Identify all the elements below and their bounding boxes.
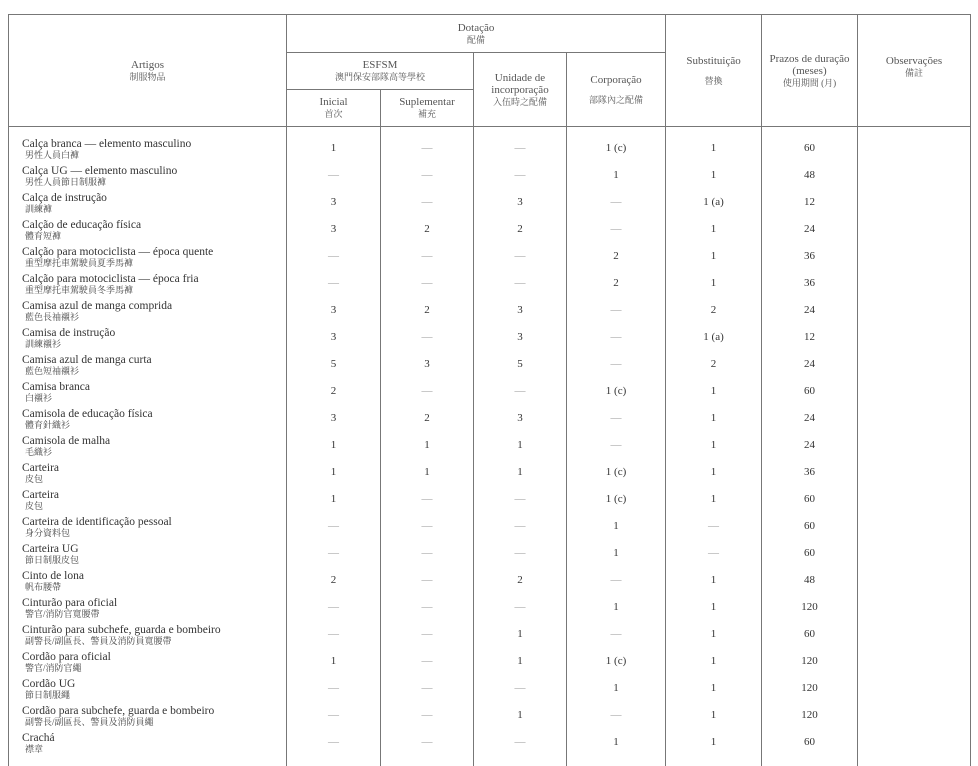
item-name-pt: Calça de instrução <box>22 192 107 204</box>
table-row <box>9 274 971 301</box>
table-row <box>9 733 971 766</box>
prazo-cell: 24 <box>762 436 858 463</box>
suplementar-cell: — <box>381 598 474 625</box>
unidade-cell: — <box>474 127 567 167</box>
substituicao-cell: 1 <box>666 127 762 167</box>
suplementar-cell: — <box>381 652 474 679</box>
item-name-pt: Cordão para oficial <box>22 651 111 663</box>
suplementar-cell: — <box>381 382 474 409</box>
item-name-pt: Calção para motociclista — época fria <box>22 273 199 285</box>
prazo-cell: 60 <box>762 544 858 571</box>
inicial-cell: — <box>287 517 381 544</box>
corporacao-cell: — <box>567 328 666 355</box>
table-row <box>9 652 971 679</box>
obs-cell <box>858 409 971 436</box>
suplementar-cell: — <box>381 544 474 571</box>
inicial-cell: 3 <box>287 301 381 328</box>
corporacao-cell: 2 <box>567 247 666 274</box>
obs-cell <box>858 625 971 652</box>
suplementar-cell: — <box>381 328 474 355</box>
inicial-cell: 1 <box>287 490 381 517</box>
table-row <box>9 409 971 436</box>
item-cell <box>9 328 287 355</box>
header-esfsm: ESFSM 澳門保安部隊高等學校 <box>287 53 474 90</box>
obs-cell <box>858 463 971 490</box>
item-name-zh: 副警長/副區長、警員及消防員寬腰帶 <box>25 636 172 646</box>
prazo-cell: 48 <box>762 166 858 193</box>
unidade-cell: — <box>474 733 567 766</box>
obs-cell <box>858 220 971 247</box>
item-cell <box>9 127 287 167</box>
table-row <box>9 247 971 274</box>
item-name-zh: 重型摩托車駕駛員冬季馬褲 <box>25 285 134 295</box>
inicial-cell: 1 <box>287 436 381 463</box>
suplementar-cell: — <box>381 517 474 544</box>
suplementar-cell: — <box>381 625 474 652</box>
inicial-cell: 3 <box>287 328 381 355</box>
substituicao-cell: 1 (a) <box>666 328 762 355</box>
table-row <box>9 571 971 598</box>
unidade-cell: — <box>474 544 567 571</box>
obs-cell <box>858 247 971 274</box>
inicial-cell: — <box>287 247 381 274</box>
corporacao-cell: 1 (c) <box>567 463 666 490</box>
item-name-zh: 皮包 <box>25 474 44 484</box>
item-name-zh: 藍色長袖襯衫 <box>25 312 80 322</box>
table-row <box>9 127 971 167</box>
corporacao-cell: 1 (c) <box>567 652 666 679</box>
prazo-cell: 12 <box>762 193 858 220</box>
inicial-cell: — <box>287 679 381 706</box>
substituicao-cell: 1 <box>666 463 762 490</box>
prazo-cell: 60 <box>762 517 858 544</box>
prazo-cell: 24 <box>762 220 858 247</box>
item-name-pt: Cordão para subchefe, guarda e bombeiro <box>22 705 215 717</box>
item-name-zh: 警官/消防官寬腰帶 <box>25 609 100 619</box>
unidade-cell: — <box>474 247 567 274</box>
prazo-cell: 36 <box>762 463 858 490</box>
item-cell <box>9 247 287 274</box>
item-cell <box>9 625 287 652</box>
item-name-zh: 身分資料包 <box>25 528 71 538</box>
suplementar-cell: — <box>381 274 474 301</box>
inicial-cell: 3 <box>287 193 381 220</box>
substituicao-cell: — <box>666 544 762 571</box>
unidade-cell: — <box>474 166 567 193</box>
substituicao-cell: 1 <box>666 274 762 301</box>
corporacao-cell: 1 <box>567 166 666 193</box>
item-name-pt: Carteira de identificação pessoal <box>22 516 172 528</box>
item-name-pt: Cinturão para subchefe, guarda e bombeiro <box>22 624 221 636</box>
table-row <box>9 436 971 463</box>
suplementar-cell: — <box>381 571 474 598</box>
header-suplementar: Suplementar 補充 <box>381 90 474 127</box>
inicial-cell: — <box>287 166 381 193</box>
unidade-cell: — <box>474 382 567 409</box>
item-cell <box>9 490 287 517</box>
inicial-cell: 2 <box>287 382 381 409</box>
table-row <box>9 328 971 355</box>
corporacao-cell: 1 (c) <box>567 382 666 409</box>
prazo-cell: 12 <box>762 328 858 355</box>
corporacao-cell: — <box>567 625 666 652</box>
obs-cell <box>858 598 971 625</box>
item-cell <box>9 544 287 571</box>
unidade-cell: 3 <box>474 328 567 355</box>
prazo-cell: 60 <box>762 382 858 409</box>
suplementar-cell: 1 <box>381 436 474 463</box>
suplementar-cell: — <box>381 127 474 167</box>
substituicao-cell: 1 <box>666 733 762 766</box>
prazo-cell: 60 <box>762 733 858 766</box>
unidade-cell: 2 <box>474 220 567 247</box>
item-name-zh: 訓練襯衫 <box>25 339 62 349</box>
uniform-allocation-table <box>8 14 971 766</box>
prazo-cell: 120 <box>762 652 858 679</box>
unidade-cell: 3 <box>474 301 567 328</box>
item-name-zh: 皮包 <box>25 501 44 511</box>
unidade-cell: — <box>474 490 567 517</box>
substituicao-cell: 1 <box>666 166 762 193</box>
substituicao-cell: — <box>666 517 762 544</box>
obs-cell <box>858 544 971 571</box>
prazo-cell: 120 <box>762 706 858 733</box>
corporacao-cell: — <box>567 571 666 598</box>
inicial-cell: — <box>287 274 381 301</box>
prazo-cell: 36 <box>762 274 858 301</box>
unidade-cell: 5 <box>474 355 567 382</box>
item-cell <box>9 166 287 193</box>
item-cell <box>9 193 287 220</box>
item-name-pt: Cinturão para oficial <box>22 597 118 609</box>
obs-cell <box>858 571 971 598</box>
prazo-cell: 24 <box>762 355 858 382</box>
suplementar-cell: 1 <box>381 463 474 490</box>
item-cell <box>9 463 287 490</box>
table-row <box>9 625 971 652</box>
unidade-cell: — <box>474 679 567 706</box>
suplementar-cell: 2 <box>381 409 474 436</box>
item-cell <box>9 220 287 247</box>
prazo-cell: 60 <box>762 490 858 517</box>
item-name-pt: Carteira <box>22 462 60 474</box>
table-row <box>9 706 971 733</box>
suplementar-cell: — <box>381 733 474 766</box>
item-cell <box>9 355 287 382</box>
prazo-cell: 120 <box>762 679 858 706</box>
item-cell <box>9 382 287 409</box>
table-row <box>9 301 971 328</box>
substituicao-cell: 1 <box>666 220 762 247</box>
corporacao-cell: — <box>567 193 666 220</box>
table-row <box>9 355 971 382</box>
item-cell <box>9 409 287 436</box>
table-row <box>9 598 971 625</box>
inicial-cell: 1 <box>287 652 381 679</box>
item-name-pt: Camisa azul de manga curta <box>22 354 152 366</box>
item-name-zh: 重型摩托車駕駛員夏季馬褲 <box>25 258 134 268</box>
header-inicial: Inicial 首次 <box>287 90 381 127</box>
suplementar-cell: — <box>381 679 474 706</box>
corporacao-cell: 1 <box>567 598 666 625</box>
suplementar-cell: 2 <box>381 301 474 328</box>
prazo-cell: 60 <box>762 625 858 652</box>
suplementar-cell: — <box>381 490 474 517</box>
item-name-pt: Cinto de lona <box>22 570 84 582</box>
item-cell <box>9 679 287 706</box>
inicial-cell: 1 <box>287 463 381 490</box>
corporacao-cell: — <box>567 301 666 328</box>
obs-cell <box>858 301 971 328</box>
item-name-zh: 白襯衫 <box>25 393 53 403</box>
obs-cell <box>858 436 971 463</box>
substituicao-cell: 1 <box>666 571 762 598</box>
item-cell <box>9 436 287 463</box>
inicial-cell: 2 <box>287 571 381 598</box>
unidade-cell: 1 <box>474 436 567 463</box>
suplementar-cell: 3 <box>381 355 474 382</box>
item-name-zh: 節日制服皮包 <box>25 555 80 565</box>
item-cell <box>9 517 287 544</box>
item-name-zh: 毛織衫 <box>25 447 53 457</box>
table-row <box>9 490 971 517</box>
suplementar-cell: 2 <box>381 220 474 247</box>
corporacao-cell: 1 <box>567 733 666 766</box>
substituicao-cell: 1 <box>666 679 762 706</box>
inicial-cell: 3 <box>287 220 381 247</box>
unidade-cell: 1 <box>474 625 567 652</box>
header-observacoes: Observações 備註 <box>858 15 971 127</box>
item-name-zh: 警官/消防官繩 <box>25 663 82 673</box>
corporacao-cell: 1 (c) <box>567 127 666 167</box>
obs-cell <box>858 274 971 301</box>
obs-cell <box>858 679 971 706</box>
item-name-zh: 帆布腰帶 <box>25 582 62 592</box>
corporacao-cell: — <box>567 409 666 436</box>
substituicao-cell: 1 <box>666 409 762 436</box>
unidade-cell: 2 <box>474 571 567 598</box>
item-name-zh: 體育短褲 <box>25 231 62 241</box>
obs-cell <box>858 517 971 544</box>
prazo-cell: 24 <box>762 409 858 436</box>
item-name-pt: Crachá <box>22 732 55 744</box>
substituicao-cell: 1 <box>666 436 762 463</box>
prazo-cell: 120 <box>762 598 858 625</box>
inicial-cell: 5 <box>287 355 381 382</box>
header-substituicao: Substituição 替換 <box>666 15 762 127</box>
table-row <box>9 544 971 571</box>
table-row <box>9 679 971 706</box>
item-cell <box>9 706 287 733</box>
corporacao-cell: — <box>567 355 666 382</box>
table-row <box>9 463 971 490</box>
inicial-cell: 1 <box>287 127 381 167</box>
inicial-cell: — <box>287 733 381 766</box>
table-row <box>9 382 971 409</box>
item-name-pt: Camisola de educação física <box>22 408 153 420</box>
unidade-cell: 1 <box>474 652 567 679</box>
header-dotacao: Dotação 配備 <box>287 15 666 53</box>
suplementar-cell: — <box>381 166 474 193</box>
obs-cell <box>858 193 971 220</box>
item-cell <box>9 301 287 328</box>
corporacao-cell: 1 <box>567 544 666 571</box>
header-prazos: Prazos de duração (meses) 使用期間 (月) <box>762 15 858 127</box>
substituicao-cell: 1 (a) <box>666 193 762 220</box>
item-name-zh: 副警長/副區長、警員及消防員繩 <box>25 717 154 727</box>
header-corporacao: Corporação 部隊內之配備 <box>567 53 666 127</box>
item-name-zh: 男性人員白褲 <box>25 150 80 160</box>
item-cell <box>9 733 287 766</box>
item-cell <box>9 571 287 598</box>
item-name-zh: 訓練褲 <box>25 204 53 214</box>
corporacao-cell: 1 <box>567 517 666 544</box>
corporacao-cell: 1 (c) <box>567 490 666 517</box>
substituicao-cell: 1 <box>666 382 762 409</box>
suplementar-cell: — <box>381 247 474 274</box>
item-name-pt: Camisa azul de manga comprida <box>22 300 173 312</box>
table-row <box>9 517 971 544</box>
unidade-cell: — <box>474 274 567 301</box>
item-cell <box>9 598 287 625</box>
item-name-pt: Camisa de instrução <box>22 327 116 339</box>
obs-cell <box>858 355 971 382</box>
corporacao-cell: 1 <box>567 679 666 706</box>
substituicao-cell: 1 <box>666 598 762 625</box>
item-name-zh: 襟章 <box>25 744 44 754</box>
inicial-cell: — <box>287 625 381 652</box>
inicial-cell: — <box>287 598 381 625</box>
obs-cell <box>858 490 971 517</box>
item-name-pt: Calça UG — elemento masculino <box>22 165 178 177</box>
item-name-pt: Calção de educação física <box>22 219 142 231</box>
item-cell <box>9 274 287 301</box>
header-unidade: Unidade de incorporação 入伍時之配備 <box>474 53 567 127</box>
item-name-pt: Carteira UG <box>22 543 79 555</box>
inicial-cell: 3 <box>287 409 381 436</box>
unidade-cell: 1 <box>474 463 567 490</box>
unidade-cell: 1 <box>474 706 567 733</box>
suplementar-cell: — <box>381 706 474 733</box>
prazo-cell: 60 <box>762 127 858 167</box>
inicial-cell: — <box>287 544 381 571</box>
unidade-cell: — <box>474 598 567 625</box>
item-name-zh: 節日制服繩 <box>25 690 71 700</box>
table-row <box>9 220 971 247</box>
item-name-zh: 體育針織衫 <box>25 420 71 430</box>
substituicao-cell: 1 <box>666 652 762 679</box>
unidade-cell: — <box>474 517 567 544</box>
substituicao-cell: 1 <box>666 706 762 733</box>
item-name-pt: Camisola de malha <box>22 435 111 447</box>
prazo-cell: 36 <box>762 247 858 274</box>
table-row <box>9 193 971 220</box>
item-name-pt: Calça branca — elemento masculino <box>22 138 192 150</box>
corporacao-cell: — <box>567 436 666 463</box>
obs-cell <box>858 382 971 409</box>
unidade-cell: 3 <box>474 409 567 436</box>
substituicao-cell: 1 <box>666 490 762 517</box>
item-name-zh: 藍色短袖襯衫 <box>25 366 80 376</box>
corporacao-cell: — <box>567 220 666 247</box>
obs-cell <box>858 166 971 193</box>
obs-cell <box>858 127 971 167</box>
corporacao-cell: 2 <box>567 274 666 301</box>
substituicao-cell: 2 <box>666 355 762 382</box>
substituicao-cell: 1 <box>666 625 762 652</box>
suplementar-cell: — <box>381 193 474 220</box>
obs-cell <box>858 733 971 766</box>
unidade-cell: 3 <box>474 193 567 220</box>
item-name-zh: 男性人員節日制服褲 <box>25 177 107 187</box>
item-name-pt: Carteira <box>22 489 60 501</box>
corporacao-cell: — <box>567 706 666 733</box>
obs-cell <box>858 328 971 355</box>
header-artigos: Artigos 制服物品 <box>9 15 287 127</box>
obs-cell <box>858 706 971 733</box>
substituicao-cell: 2 <box>666 301 762 328</box>
table-row <box>9 166 971 193</box>
inicial-cell: — <box>287 706 381 733</box>
item-name-pt: Camisa branca <box>22 381 91 393</box>
prazo-cell: 48 <box>762 571 858 598</box>
item-name-pt: Calção para motociclista — época quente <box>22 246 214 258</box>
prazo-cell: 24 <box>762 301 858 328</box>
substituicao-cell: 1 <box>666 247 762 274</box>
item-cell <box>9 652 287 679</box>
item-name-pt: Cordão UG <box>22 678 76 690</box>
obs-cell <box>858 652 971 679</box>
